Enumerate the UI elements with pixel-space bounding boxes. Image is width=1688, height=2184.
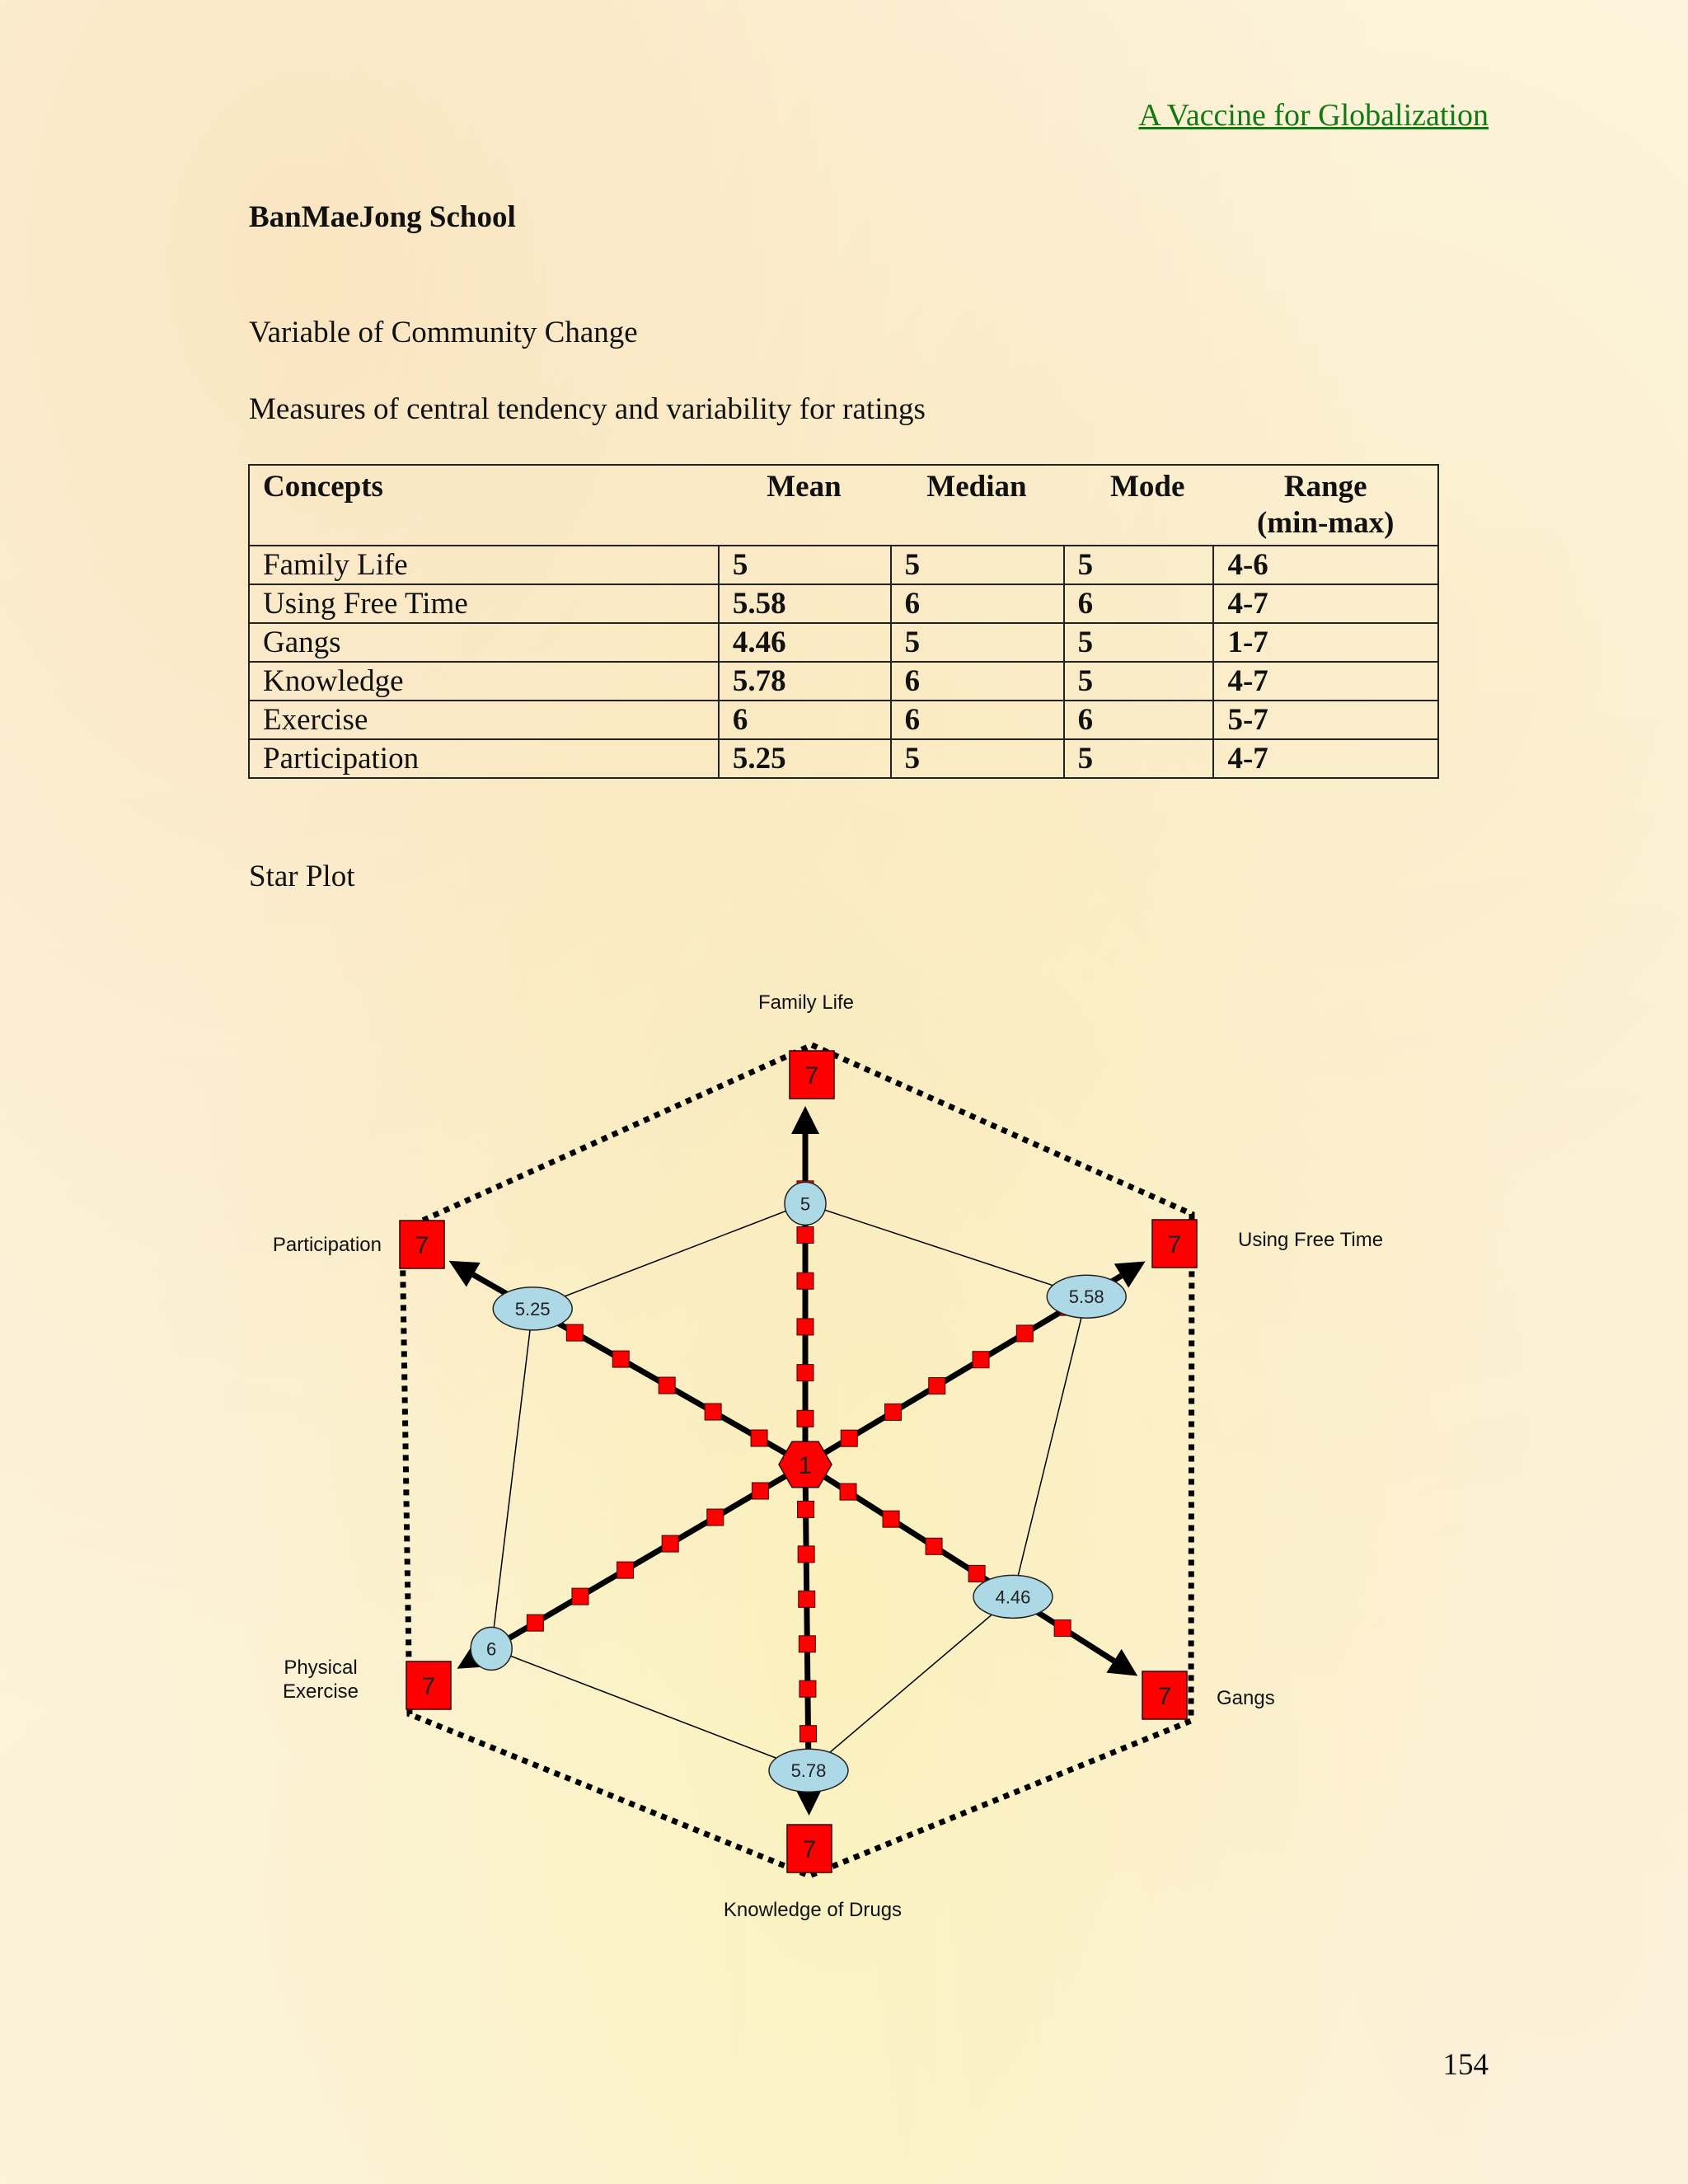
axis-label: Gangs <box>1217 1687 1275 1709</box>
center-label: 1 <box>798 1452 813 1479</box>
value-label: 5.58 <box>1068 1286 1104 1308</box>
cell-mean: 5 <box>719 546 891 584</box>
cell-range: 1-7 <box>1213 623 1438 662</box>
cell-median: 6 <box>891 662 1064 701</box>
cell-mode: 5 <box>1064 739 1214 778</box>
axis-tick-marker <box>705 1404 721 1420</box>
max-value-label: 7 <box>421 1673 436 1700</box>
axis-tick-marker <box>612 1351 629 1367</box>
cell-median: 5 <box>891 739 1064 778</box>
cell-range: 5-7 <box>1213 701 1438 739</box>
cell-concept: Gangs <box>249 623 719 662</box>
max-value-label: 7 <box>1167 1231 1182 1258</box>
axis-tick-marker <box>968 1565 985 1582</box>
axis-tick-marker <box>572 1588 588 1605</box>
value-label: 5 <box>799 1193 811 1215</box>
cell-concept: Participation <box>249 739 719 778</box>
axis-tick-marker <box>798 1546 814 1563</box>
axis-tick-marker <box>885 1404 902 1420</box>
axis-tick-marker <box>797 1227 814 1244</box>
cell-mode: 5 <box>1064 546 1214 584</box>
cell-mean: 6 <box>719 701 891 739</box>
cell-concept: Using Free Time <box>249 584 719 623</box>
school-title: BanMaeJong School <box>249 200 516 234</box>
header-mean: Mean <box>719 465 891 546</box>
header-mode: Mode <box>1064 465 1214 546</box>
axis-tick-marker <box>797 1319 814 1335</box>
value-label: 5.78 <box>790 1760 827 1782</box>
axis-tick-marker <box>883 1511 899 1527</box>
section-star-plot: Star Plot <box>249 860 355 893</box>
value-label: 4.46 <box>995 1586 1031 1608</box>
axis-tick-marker <box>973 1352 989 1368</box>
axis-tick-marker <box>527 1615 543 1631</box>
axis-tick-marker <box>1016 1325 1033 1342</box>
cell-mean: 4.46 <box>719 623 891 662</box>
cell-concept: Knowledge <box>249 662 719 701</box>
axis-tick-marker <box>797 1272 814 1289</box>
value-label: 6 <box>486 1638 497 1660</box>
value-polygon <box>491 1203 1086 1770</box>
cell-concept: Exercise <box>249 701 719 739</box>
cell-mean: 5.25 <box>719 739 891 778</box>
cell-median: 5 <box>891 546 1064 584</box>
header-median: Median <box>891 465 1064 546</box>
cell-range: 4-7 <box>1213 584 1438 623</box>
cell-mean: 5.78 <box>719 662 891 701</box>
header-range-line1: Range <box>1283 470 1367 504</box>
running-header[interactable]: A Vaccine for Globalization <box>1138 98 1489 133</box>
axis-tick-marker <box>751 1430 767 1446</box>
header-concepts: Concepts <box>249 465 719 546</box>
axis-tick-marker <box>799 1591 815 1607</box>
cell-mode: 5 <box>1064 662 1214 701</box>
axis-label: Using Free Time <box>1238 1229 1384 1251</box>
axis-tick-marker <box>1054 1620 1071 1637</box>
axis-tick-marker <box>800 1726 817 1742</box>
axis-tick-marker <box>707 1509 724 1526</box>
axis-tick-marker <box>659 1377 675 1394</box>
axis-tick-marker <box>926 1538 942 1554</box>
axis-tick-marker <box>797 1365 814 1381</box>
cell-range: 4-6 <box>1213 546 1438 584</box>
axis-tick-marker <box>841 1430 857 1446</box>
axis-label: Family Life <box>757 991 855 1014</box>
axis-label: Participation <box>272 1234 382 1256</box>
header-range-line2: (min-max) <box>1256 506 1395 540</box>
axis-label: Physical Exercise <box>282 1657 359 1703</box>
page-number: 154 <box>1442 2048 1489 2082</box>
axis-tick-marker <box>752 1483 768 1499</box>
axis-tick-marker <box>929 1378 945 1394</box>
cell-range: 4-7 <box>1213 739 1438 778</box>
cell-median: 6 <box>891 584 1064 623</box>
cell-mode: 6 <box>1064 701 1214 739</box>
cell-range: 4-7 <box>1213 662 1438 701</box>
max-value-label: 7 <box>415 1232 429 1259</box>
cell-mode: 5 <box>1064 623 1214 662</box>
section-measures: Measures of central tendency and variability for ratings <box>249 392 926 426</box>
cell-median: 5 <box>891 623 1064 662</box>
max-value-label: 7 <box>1157 1683 1172 1710</box>
max-value-label: 7 <box>802 1836 817 1863</box>
axis-tick-marker <box>799 1680 816 1697</box>
value-label: 5.25 <box>514 1298 551 1319</box>
axis-tick-marker <box>799 1636 815 1652</box>
cell-concept: Family Life <box>249 546 719 584</box>
cell-mode: 6 <box>1064 584 1214 623</box>
axis-arrow <box>791 1106 819 1134</box>
axis-tick-marker <box>566 1324 583 1341</box>
axis-arrow <box>1106 1649 1137 1676</box>
axis-tick-marker <box>617 1562 634 1578</box>
axis-tick-marker <box>797 1410 814 1427</box>
max-value-label: 7 <box>804 1062 819 1090</box>
axis-tick-marker <box>662 1535 678 1552</box>
axis-tick-marker <box>798 1501 814 1517</box>
cell-mean: 5.58 <box>719 584 891 623</box>
section-variable: Variable of Community Change <box>249 316 638 349</box>
axis-label: Knowledge of Drugs <box>723 1899 903 1921</box>
axis-tick-marker <box>840 1483 856 1500</box>
cell-median: 6 <box>891 701 1064 739</box>
